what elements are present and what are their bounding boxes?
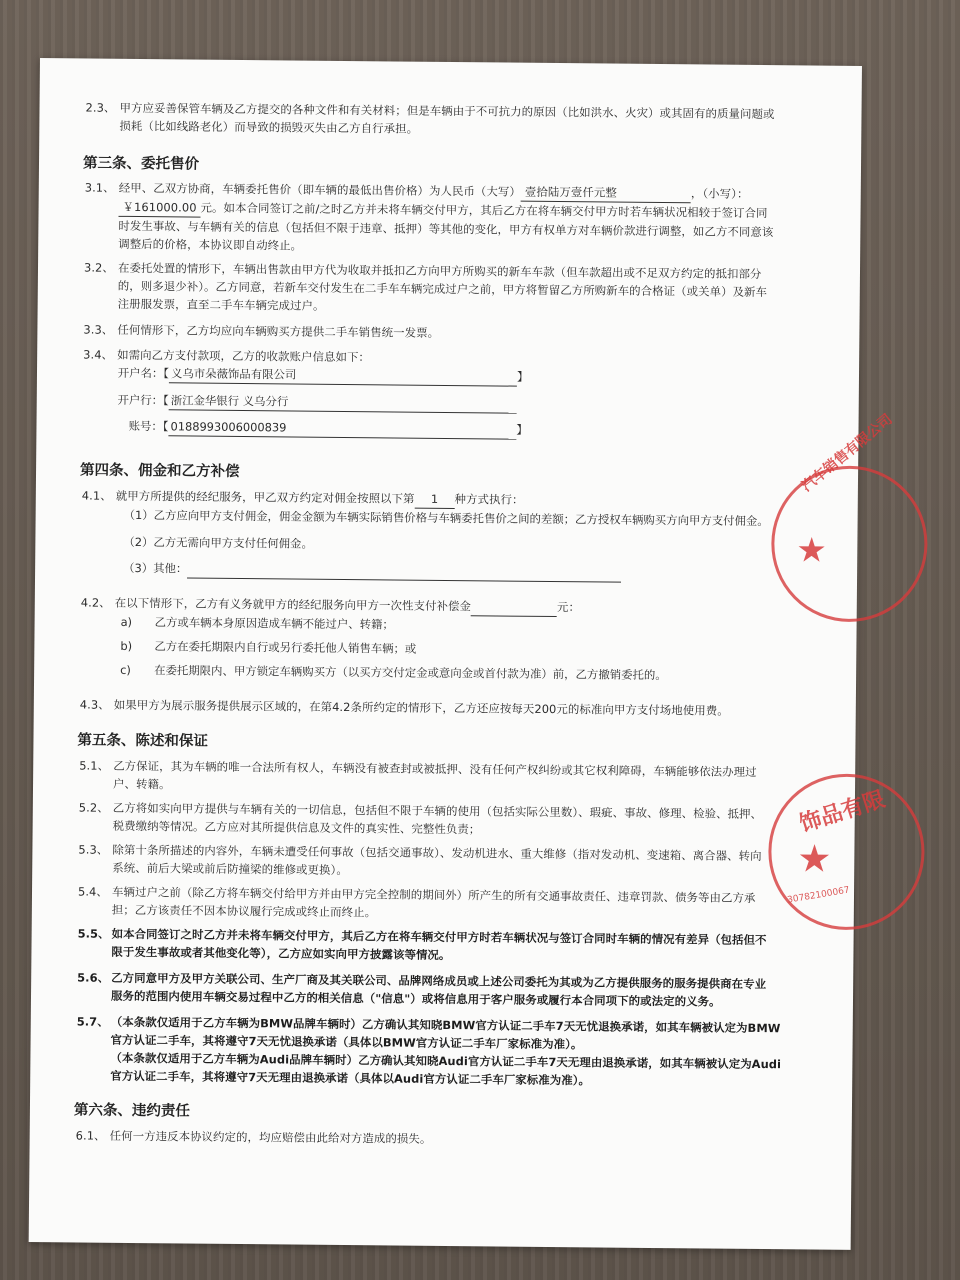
company-seal-lower: 饰品有限 ★ 30782100067 — [768, 773, 925, 930]
list-item: c) 在委托期限内、甲方锁定车辆购买方（以买方交付定金或意向金或首付款为准）前，乙方撤销委托的。 — [120, 662, 667, 683]
account-bank-row: 开户行：【 浙江金华银行 义乌分行 — [117, 391, 517, 414]
commission-method-field: 1 — [414, 490, 454, 509]
account-bank-value: 浙江金华银行 义乌分行 — [169, 391, 517, 413]
commission-option-2: （2）乙方无需向甲方支付任何佣金。 — [123, 534, 313, 551]
clause-5-1: 5.1、 乙方保证，其为车辆的唯一合法所有权人，车辆没有被查封或被抵押、没有任何产权纠纷或其它权利障碍，车辆能够依法办理过 户、转籍。 — [79, 758, 757, 792]
clause-number: 2.3、 — [85, 100, 116, 115]
company-seal-upper: 汽车销售有限公司 ★ — [771, 465, 928, 622]
clause-4-3: 4.3、 如果甲方为展示服务提供展示区域的，在第4.2条所约定的情形下，乙方还应按每天200元的标准向甲方支付场地使用费。 — [79, 697, 729, 718]
price-lower-field: ￥161000.00 — [118, 198, 200, 218]
account-number-row: 账号：【 0188993006000839 】 — [116, 417, 528, 440]
commission-option-3: （3）其他： — [123, 559, 621, 583]
account-name-value: 义乌市朵薇饰品有限公司 — [169, 364, 517, 386]
list-item: b) 乙方在委托期限内自行或另行委托他人销售车辆；或 — [120, 638, 417, 656]
clause-5-6: 5.6、 乙方同意甲方及甲方关联公司、生产厂商及其关联公司、品牌网络成员或上述公司委托为其或为乙方提供服务的服务提供商在专业 服务的范围内使用车辆交易过程中乙方的相关信息（"信息"）或将信息用于客户服务或履行本合同项下的或法定的义务。 — [77, 970, 767, 1009]
compensation-amount-field — [471, 597, 557, 617]
clause-3-1: 3.1、 经甲、乙双方协商，车辆委托售价（即车辆的最低出售价格）为人民币（大写） 壹拾陆万壹仟元整 ，（小写）： ￥161000.00 元。如本合同签订之前/之时乙方并未将车辆交付甲方，其后乙方在将车辆交付甲方时若车辆状况相较于签订合同 时发生事故、与车辆有关的信息（包括但不限于违章、抵押）等其他的变化，甲方有权单方对车辆价款进行调整，如乙方不同意该 调整后的价格，本协议即自动终止。 — [84, 180, 774, 253]
commission-option-1: （1）乙方应向甲方支付佣金，佣金金额为车辆实际销售价格与车辆委托售价之间的差额；乙方授权车辆购买方向甲方支付佣金。 — [123, 507, 769, 529]
clause-4-2: 4.2、 在以下情形下，乙方有义务就甲方的经纪服务向甲方一次性支付补偿金 元： — [81, 593, 813, 619]
clause-5-5: 5.5、 如本合同签订之时乙方并未将车辆交付甲方，其后乙方在将车辆交付甲方时若车辆状况与签订合同时车辆的情况有差异（包括但不 限于发生事故或者其他变化等），乙方应如实向甲方披露该等情况。 — [77, 926, 767, 963]
section-6-heading: 第六条、违约责任 — [73, 1102, 190, 1120]
section-4-heading: 第四条、佣金和乙方补偿 — [79, 462, 240, 480]
clause-2-3: 2.3、 甲方应妥善保管车辆及乙方提交的各种文件和有关材料；但是车辆由于不可抗力的原因（比如洪水、火灾）或其固有的质量问题或 损耗（比如线路老化）而导致的损毁灭失由乙方自行承担。 — [85, 100, 775, 136]
account-number-value: 0188993006000839 — [168, 417, 516, 439]
section-5-heading: 第五条、陈述和保证 — [77, 732, 209, 750]
clause-6-1: 6.1、 任何一方违反本协议约定的，均应赔偿由此给对方造成的损失。 — [75, 1128, 432, 1146]
section-3-heading: 第三条、委托售价 — [82, 155, 200, 173]
account-name-row: 开户名：【 义乌市朵薇饰品有限公司 】 — [117, 364, 529, 387]
clause-3-3: 3.3、 任何情形下，乙方均应向车辆购买方提供二手车销售统一发票。 — [83, 322, 440, 340]
clause-5-2: 5.2、 乙方将如实向甲方提供与车辆有关的一切信息，包括但不限于车辆的使用（包括实际公里数）、瑕疵、事故、修理、检验、抵押、 税费缴纳等情况。乙方应对其所提供信息及文件的真实性、完整性负责； — [78, 800, 763, 837]
seal-star-icon: ★ — [797, 836, 832, 881]
clause-3-4: 3.4、 如需向乙方支付款项，乙方的收款账户信息如下： — [83, 347, 371, 365]
clause-4-1: 4.1、 就甲方所提供的经纪服务，甲乙双方约定对佣金按照以下第 1 种方式执行： — [82, 486, 814, 512]
seal-star-icon: ★ — [796, 530, 828, 571]
list-item: a) 乙方或车辆本身原因造成车辆不能过户、转籍； — [120, 614, 394, 632]
clause-5-3: 5.3、 除第十条所描述的内容外，车辆未遭受任何事故（包括交通事故）、发动机进水、重大维修（指对发动机、变速箱、离合器、转向 系统、前后大梁或前后防撞梁的维修或更换）。 — [78, 842, 762, 878]
contract-page — [29, 58, 896, 1250]
clause-3-2: 3.2、 在委托处置的情形下，车辆出售款由甲方代为收取并抵扣乙方向甲方所购买的新车车款（但车款超出或不足双方约定的抵扣部分 的，则多退少补）。乙方同意，若新车交付发生在二手车车辆完成过户之前，甲方将暂留乙方所购新车的合格证（或关单）及新车 注册服发票，直至二手车车辆完成过户。 — [83, 260, 768, 313]
clause-5-4: 5.4、 车辆过户之前（除乙方将车辆交付给甲方并由甲方完全控制的期间外）所产生的所有交通事故责任、违章罚款、债务等由乙方承 担；乙方该责任不因本协议履行完成或终止而终止。 — [77, 884, 756, 920]
price-upper-field: 壹拾陆万壹仟元整 — [521, 183, 691, 204]
clause-5-7: 5.7、 （本条款仅适用于乙方车辆为BMW品牌车辆时）乙方确认其知晓BMW官方认证二手车7天无忧退换承诺，如其车辆被认定为BMW 官方认证二手车，其将遵守7天无忧退换承诺（具体以BMW官方认证二手车厂家标准为准）。 （本条款仅适用于乙方车辆为Audi品牌车辆时）乙方确认其知晓Audi官方认证二手车7天无理由退换承诺，如其车辆被认定为Audi 官方认证二手车，其将遵守7天无理由退换承诺（具体以Audi官方认证二手车厂家标准为准）。 — [76, 1014, 782, 1088]
